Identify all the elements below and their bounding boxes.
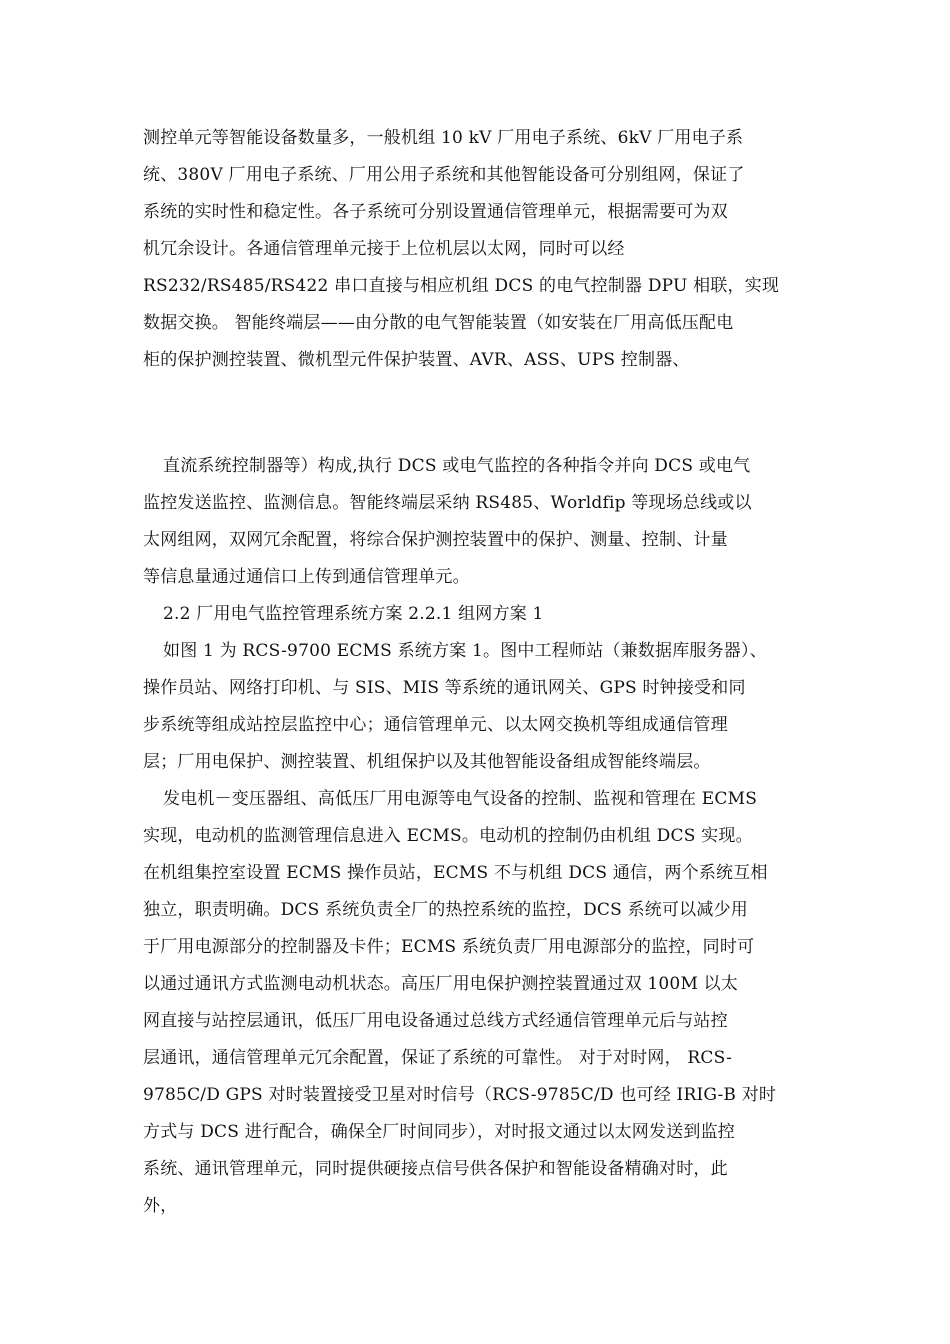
paragraph-line: 方式与 DCS 进行配合，确保全厂时间同步），对时报文通过以太网发送到监控 (143, 1122, 735, 1142)
paragraph-line: 层；厂用电保护、测控装置、机组保护以及其他智能设备组成智能终端层。 (143, 752, 711, 772)
paragraph-line: 统、380V 厂用电子系统、厂用公用子系统和其他智能设备可分别组网，保证了 (143, 165, 745, 185)
paragraph-line: 9785C/D GPS 对时装置接受卫星对时信号（RCS-9785C/D 也可经 IRIG-B 对时 (143, 1085, 777, 1105)
paragraph-line: 如图 1 为 RCS-9700 ECMS 系统方案 1。图中工程师站（兼数据库服务器）、 (163, 641, 767, 661)
paragraph-line: 数据交换。 智能终端层——由分散的电气智能装置（如安装在厂用高低压配电 (143, 313, 734, 333)
paragraph-line: 在机组集控室设置 ECMS 操作员站，ECMS 不与机组 DCS 通信，两个系统互相 (143, 863, 768, 883)
paragraph-line: 步系统等组成站控层监控中心；通信管理单元、以太网交换机等组成通信管理 (143, 715, 728, 735)
section-heading: 2.2 厂用电气监控管理系统方案 2.2.1 组网方案 1 (163, 604, 544, 624)
paragraph-line: 柜的保护测控装置、微机型元件保护装置、AVR、ASS、UPS 控制器、 (143, 350, 690, 370)
paragraph-line: 实现，电动机的监测管理信息进入 ECMS。电动机的控制仍由机组 DCS 实现。 (143, 826, 753, 846)
paragraph-line: 于厂用电源部分的控制器及卡件；ECMS 系统负责厂用电源部分的监控，同时可 (143, 937, 755, 957)
paragraph-line: 操作员站、网络打印机、与 SIS、MIS 等系统的通讯网关、GPS 时钟接受和同 (143, 678, 746, 698)
paragraph-line: 监控发送监控、监测信息。智能终端层采纳 RS485、Worldfip 等现场总线或以 (143, 493, 752, 513)
paragraph-line: 系统、通讯管理单元，同时提供硬接点信号供各保护和智能设备精确对时，此 (143, 1159, 728, 1179)
paragraph-line: 网直接与站控层通讯，低压厂用电设备通过总线方式经通信管理单元后与站控 (143, 1011, 728, 1031)
paragraph-line: 以通过通讯方式监测电动机状态。高压厂用电保护测控装置通过双 100M 以太 (143, 974, 739, 994)
paragraph-line: 测控单元等智能设备数量多，一般机组 10 kV 厂用电子系统、6kV 厂用电子系 (143, 128, 744, 148)
paragraph-line: 层通讯，通信管理单元冗余配置，保证了系统的可靠性。 对于对时网， RCS- (143, 1048, 733, 1068)
paragraph-line: 外， (143, 1196, 178, 1216)
paragraph-line: 发电机－变压器组、高低压厂用电源等电气设备的控制、监视和管理在 ECMS (163, 789, 758, 809)
paragraph-line: 系统的实时性和稳定性。各子系统可分别设置通信管理单元，根据需要可为双 (143, 202, 728, 222)
paragraph-line: 等信息量通过通信口上传到通信管理单元。 (143, 567, 470, 587)
paragraph-line: 太网组网，双网冗余配置，将综合保护测控装置中的保护、测量、控制、计量 (143, 530, 728, 550)
paragraph-line: 独立，职责明确。DCS 系统负责全厂的热控系统的监控，DCS 系统可以减少用 (143, 900, 748, 920)
paragraph-line: 机冗余设计。各通信管理单元接于上位机层以太网，同时可以经 (143, 239, 625, 259)
paragraph-line: RS232/RS485/RS422 串口直接与相应机组 DCS 的电气控制器 DPU 相联，实现 (143, 276, 780, 296)
paragraph-line: 直流系统控制器等）构成,执行 DCS 或电气监控的各种指令并向 DCS 或电气 (163, 456, 751, 476)
